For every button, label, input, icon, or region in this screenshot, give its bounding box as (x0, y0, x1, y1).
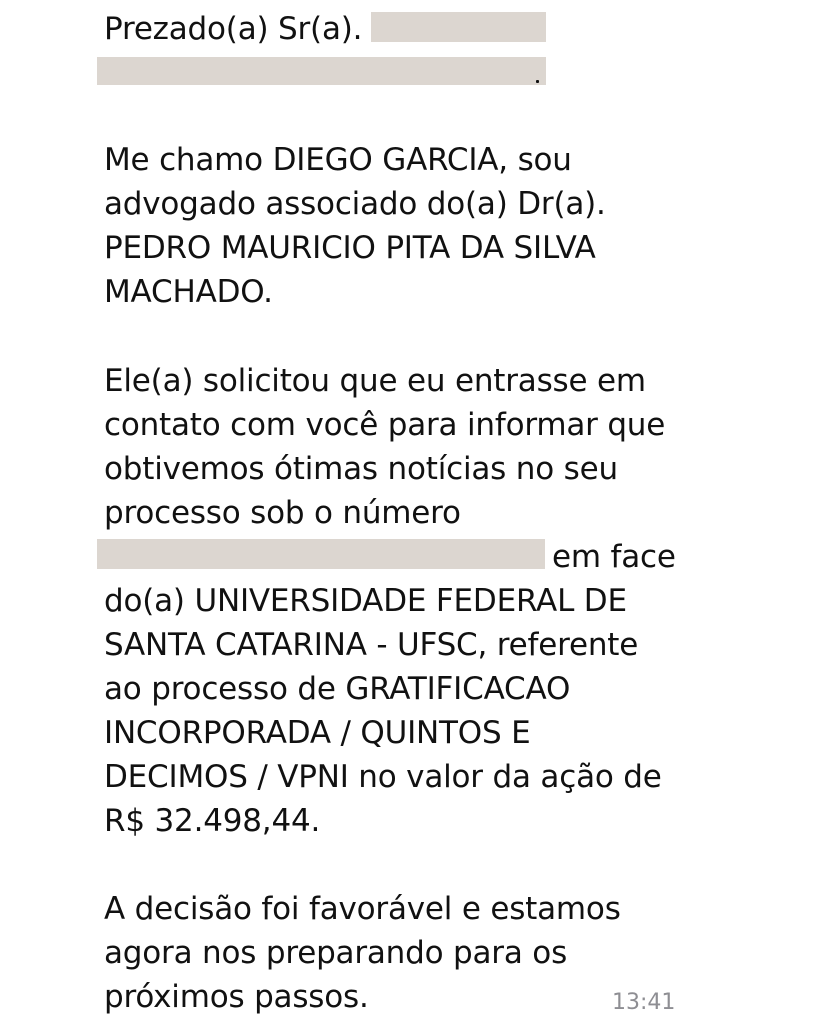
paragraph2-line10: DECIMOS / VPNI no valor da ação de (104, 759, 662, 795)
paragraph2-line4: processo sob o número (104, 495, 461, 531)
paragraph2-line3: obtivemos ótimas notícias no seu (104, 451, 618, 487)
paragraph2-line7: SANTA CATARINA - UFSC, referente (104, 627, 639, 663)
paragraph3-line2: agora nos preparando para os (104, 935, 568, 971)
redacted-process-number (97, 539, 545, 569)
paragraph1-line3: PEDRO MAURICIO PITA DA SILVA (104, 230, 596, 266)
paragraph2-line6: do(a) UNIVERSIDADE FEDERAL DE (104, 583, 627, 619)
paragraph3-line1: A decisão foi favorável e estamos (104, 891, 621, 927)
message-timestamp: 13:41 (612, 990, 676, 1015)
paragraph2-line8: ao processo de GRATIFICACAO (104, 671, 571, 707)
paragraph2-line9: INCORPORADA / QUINTOS E (104, 715, 531, 751)
punctuation-dot (536, 80, 539, 83)
redacted-address (97, 57, 546, 85)
paragraph2-line1: Ele(a) solicitou que eu entrasse em (104, 363, 646, 399)
paragraph1-line4: MACHADO. (104, 274, 273, 310)
paragraph1-line2: advogado associado do(a) Dr(a). (104, 186, 606, 222)
paragraph2-line11: R$ 32.498,44. (104, 803, 321, 839)
paragraph3-line3: próximos passos. (104, 979, 369, 1015)
paragraph2-line5: em face (552, 539, 676, 575)
greeting-text: Prezado(a) Sr(a). (104, 11, 363, 47)
redacted-name (371, 12, 546, 42)
paragraph1-line1: Me chamo DIEGO GARCIA, sou (104, 142, 572, 178)
paragraph2-line2: contato com você para informar que (104, 407, 666, 443)
